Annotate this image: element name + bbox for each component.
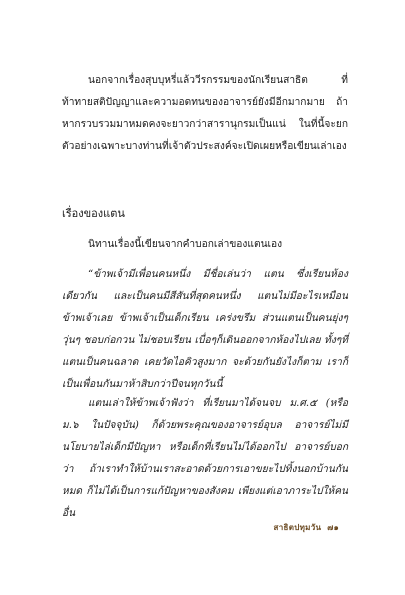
footer-label: สาธิตปทุมวัน (273, 522, 322, 532)
intro-paragraph: นอกจากเรื่องสุบบุหรี่แล้ววีรกรรมของนักเรียนสาธิต ที่ท้าทายสติปัญญาและความอดทนของอาจารย์ยังมีอีกมากมาย ถ้าหากรวบรวมมาหมดคงจะยาวกว่าสารานุกรมเป็นแน่ ในที่นี้จะยกตัวอย่างเฉพาะบางท่านที่เจ้าตัวประสงค์จะเปิดเผยหรือเขียนเล่าเอง (62, 75, 348, 152)
page-footer (274, 521, 339, 534)
section-subtitle: นิทานเรื่องนี้เขียนจากคำบอกเล่าของแตนเอง (88, 239, 283, 250)
quote-paragraph: “ข้าพเจ้ามีเพื่อนคนหนึ่ง มีชื่อเล่นว่า แตน ซึ่งเรียนห้องเดียวกัน และเป็นคนมีสีสันที่สุดคนหนึ่ง แตนไม่มีอะไรเหมือนข้าพเจ้าเลย ข้าพเจ้าเป็นเด็กเรียน เคร่งขรึม ส่วนแตนเป็นคนยุ่งๆวุ่นๆ ชอบก่อกวน ไม่ชอบเรียน เบื่อๆก็เดินออกจากห้องไปเลย ทั้งๆที่แตนเป็นคนฉลาด เคยวัดไอคิวสูงมาก จะด้วยกันยังไงก็ตาม เราก็เป็นเพื่อนกันมาห้าสิบกว่าปีจนทุกวันนี้ (62, 269, 348, 390)
section-heading: เรื่องของแตน (62, 207, 125, 220)
body-paragraph: แตนเล่าให้ข้าพเจ้าฟังว่า ที่เรียนมาได้จนจบ ม.ศ.๕ (หรือ ม.๖ ในปัจจุบัน) ก็ด้วยพระคุณของอาจารย์อุบล อาจารย์ไม่มีนโยบายไล่เด็กมีปัญหา หรือเด็กที่เรียนไม่ได้ออกไป อาจารย์บอกว่า ถ้าเราทำให้บ้านเราสะอาดด้วยการเอาขยะไปทิ้งนอกบ้านกันหมด ก็ไม่ได้เป็นการแก้ปัญหาของสังคม เพียงแต่เอาภาระไปให้คนอื่น (62, 398, 348, 519)
page-number: ๗๑ (327, 522, 339, 532)
